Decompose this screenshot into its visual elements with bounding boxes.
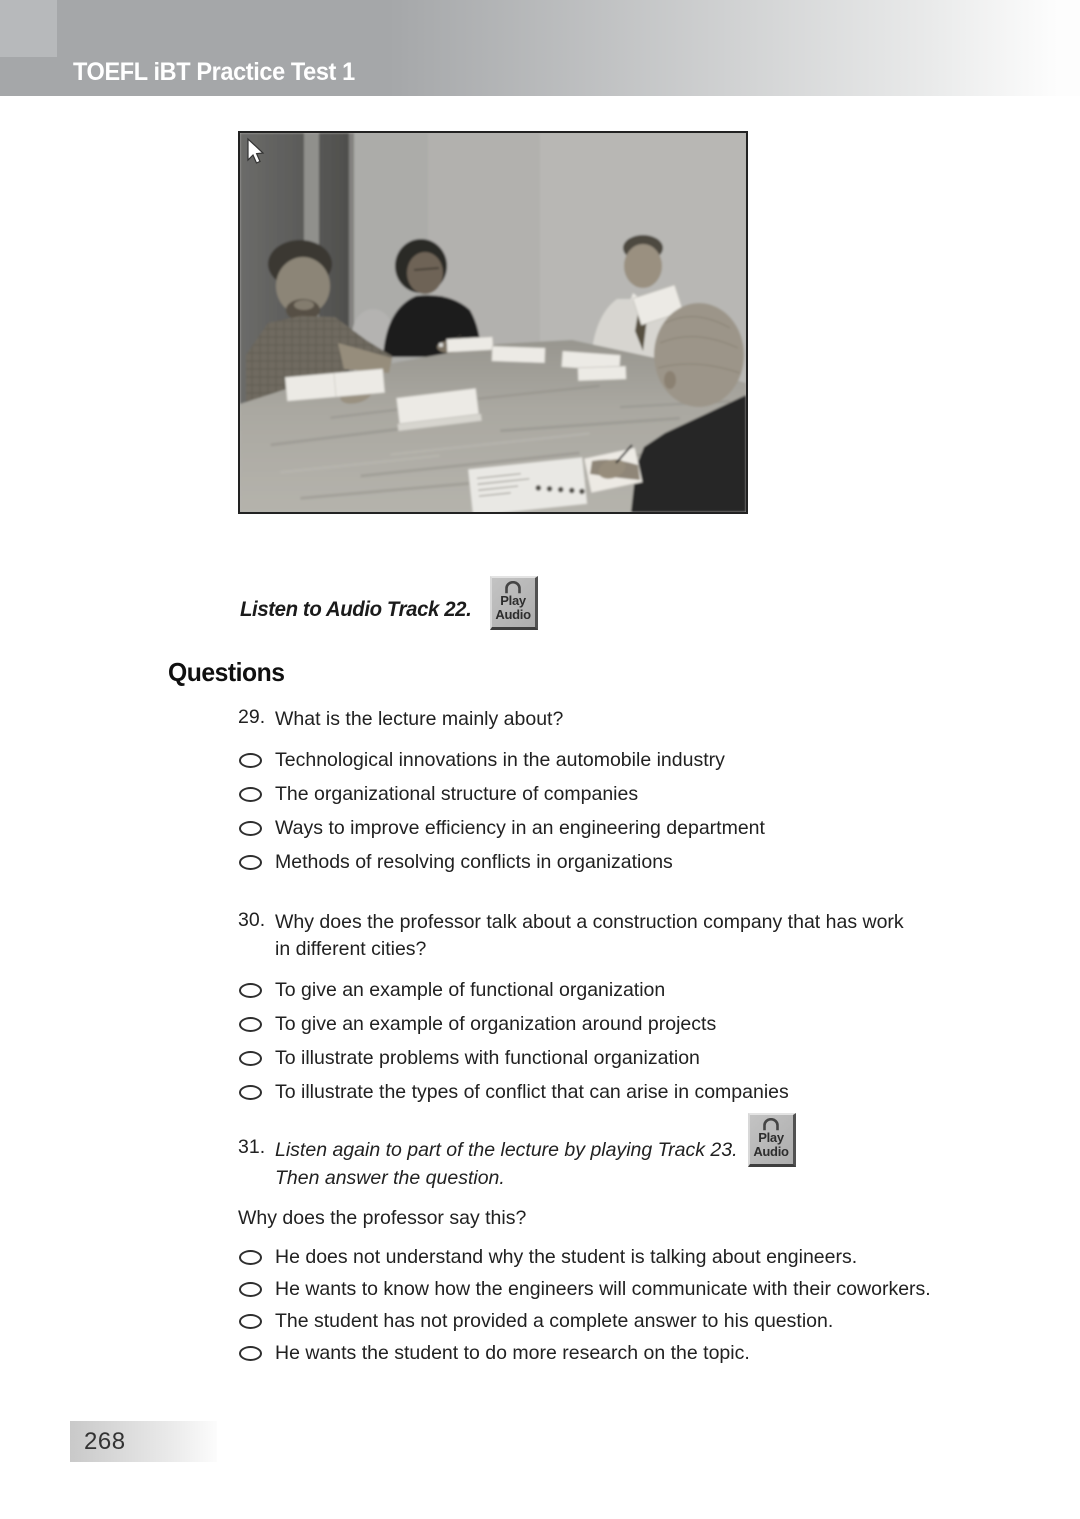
answer-option[interactable] <box>238 1075 1060 1109</box>
answer-option[interactable] <box>238 777 1060 811</box>
question-31-head <box>238 1113 1060 1192</box>
answer-radio-icon <box>239 787 262 802</box>
question-29-line <box>238 706 1060 733</box>
play-audio-button-track22[interactable] <box>490 576 538 630</box>
question-29 <box>238 706 1060 879</box>
question-30-line <box>238 909 1060 963</box>
answer-radio-icon <box>239 753 262 768</box>
question-29-options <box>238 743 1060 879</box>
page-number: 268 <box>84 1427 126 1455</box>
play-audio-label-line2: Audio <box>753 1144 789 1159</box>
answer-option[interactable] <box>238 845 1060 879</box>
answer-radio-icon <box>239 1017 262 1032</box>
answer-option-label: To give an example of organization around projects <box>275 1012 717 1035</box>
question-number: 31. <box>238 1136 266 1158</box>
answer-option[interactable] <box>238 1041 1060 1075</box>
play-audio-button-track23[interactable] <box>748 1113 796 1167</box>
answer-option[interactable] <box>238 1337 1060 1369</box>
page-header-title: TOEFL iBT Practice Test 1 <box>73 58 355 86</box>
answer-radio-icon <box>239 1314 262 1329</box>
page-footer <box>70 1421 217 1462</box>
play-audio-label-line1: Play <box>758 1130 784 1145</box>
answer-radio-icon <box>239 1085 262 1100</box>
question-number: 30. <box>238 909 266 931</box>
answer-option[interactable] <box>238 1273 1060 1305</box>
instruction-line: Listen again to part of the lecture by playing Track 23. <box>275 1139 738 1161</box>
answer-radio-icon <box>239 1282 262 1297</box>
answer-option[interactable] <box>238 743 1060 777</box>
answer-option-label: He does not understand why the student is talking about engineers. <box>275 1245 858 1268</box>
question-30-options <box>238 973 1060 1109</box>
answer-option[interactable] <box>238 1305 1060 1337</box>
meeting-photo-illustration <box>240 133 746 512</box>
answer-radio-icon <box>239 1250 262 1265</box>
answer-radio-icon <box>239 821 262 836</box>
question-30 <box>238 909 1060 1109</box>
answer-option-label: To illustrate problems with functional organization <box>275 1046 700 1069</box>
audio-prompt-row <box>240 576 538 630</box>
audio-track-label: Listen to Audio Track 22. <box>240 598 472 621</box>
questions-heading: Questions <box>168 657 285 687</box>
instruction-line: Then answer the question. <box>275 1167 505 1189</box>
play-audio-label-line2: Audio <box>495 607 531 622</box>
question-31-options <box>238 1241 1060 1369</box>
answer-option[interactable] <box>238 1007 1060 1041</box>
question-text: Why does the professor talk about a construction company that has work in different cities? <box>275 911 904 960</box>
answer-option-label: To give an example of functional organization <box>275 978 666 1001</box>
answer-option-label: Ways to improve efficiency in an engineering department <box>275 816 765 839</box>
answer-option-label: The organizational structure of companies <box>275 782 639 805</box>
answer-radio-icon <box>239 1051 262 1066</box>
answer-option-label: Methods of resolving conflicts in organizations <box>275 850 673 873</box>
answer-option-label: The student has not provided a complete answer to his question. <box>275 1309 834 1332</box>
question-31 <box>238 1113 1060 1369</box>
lecture-photo <box>238 131 748 514</box>
answer-option-label: He wants to know how the engineers will communicate with their coworkers. <box>275 1277 931 1300</box>
question-number: 29. <box>238 706 266 728</box>
header-corner-block <box>0 0 57 57</box>
answer-radio-icon <box>239 1346 262 1361</box>
answer-option-label: Technological innovations in the automobile industry <box>275 748 725 771</box>
page-header <box>0 0 1080 96</box>
answer-option[interactable] <box>238 973 1060 1007</box>
play-audio-label-line1: Play <box>500 593 526 608</box>
answer-option-label: To illustrate the types of conflict that can arise in companies <box>275 1080 789 1103</box>
question-31-instructions <box>275 1113 738 1192</box>
question-text: What is the lecture mainly about? <box>275 708 564 730</box>
answer-radio-icon <box>239 855 262 870</box>
answer-option[interactable] <box>238 811 1060 845</box>
answer-radio-icon <box>239 983 262 998</box>
answer-option[interactable] <box>238 1241 1060 1273</box>
question-text: Why does the professor say this? <box>238 1207 527 1229</box>
answer-option-label: He wants the student to do more research on the topic. <box>275 1341 750 1364</box>
